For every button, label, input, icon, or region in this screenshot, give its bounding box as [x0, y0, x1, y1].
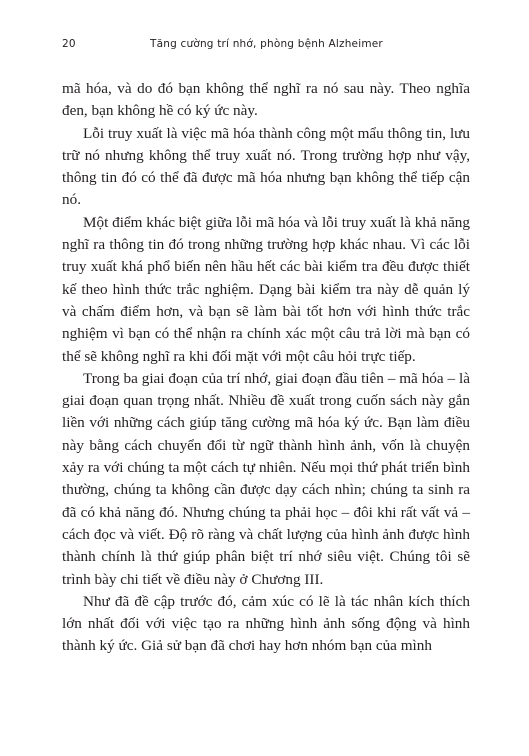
running-header — [62, 38, 467, 56]
paragraph: Lỗi truy xuất là việc mã hóa thành công một mẩu thông tin, lưu trữ nó nhưng không thể truy xuất nó. Trong trường hợp như vậy, thông tin đó có thể đã được mã hóa nhưng bạn không thể tiếp cận nó. — [62, 124, 470, 209]
page-number: 20 — [62, 38, 76, 50]
body-text — [62, 78, 470, 658]
paragraph: Trong ba giai đoạn của trí nhớ, giai đoạn đầu tiên – mã hóa – là giai đoạn quan trọng nhất. Nhiều đề xuất trong cuốn sách này gắn liền với những cách giúp tăng cường mã hóa ký ức. Bạn làm điều này bằng cách chuyển đổi từ ngữ thành hình ảnh, vốn là chuyện xảy ra với chúng ta một cách tự nhiên. Nếu mọi thứ phát triển bình thường, chúng ta không cần được dạy cách nhìn; chúng ta sinh ra đã có khả năng đó. Nhưng chúng ta phải học – đôi khi rất vất vả – cách đọc và viết. Độ rõ ràng và chất lượng của hình ảnh được hình thành chính là thứ giúp phân biệt trí nhớ siêu việt. Chúng tôi sẽ trình bày chi tiết về điều này ở Chương III. — [62, 369, 470, 588]
paragraph: Như đã đề cập trước đó, cảm xúc có lẽ là tác nhân kích thích lớn nhất đối với việc tạo ra những hình ảnh sống động và hình thành ký ức. Giả sử bạn đã chơi hay hơn nhóm bạn của mình — [62, 592, 470, 655]
book-title: Tăng cường trí nhớ, phòng bệnh Alzheimer — [150, 38, 383, 50]
paragraph: Một điểm khác biệt giữa lỗi mã hóa và lỗi truy xuất là khả năng nghĩ ra thông tin đó trong những trường hợp khác nhau. Vì các lỗi truy xuất khá phổ biến nên hầu hết các bài kiểm tra đều được thiết kế theo hình thức trắc nghiệm. Dạng bài kiểm tra này dễ quản lý và chấm điểm hơn, và bạn sẽ làm bài tốt hơn với hình thức trắc nghiệm vì bạn có thể nhận ra chính xác một câu trả lời mà bạn có thể sẽ không nghĩ ra khi đối mặt với một câu hỏi trực tiếp. — [62, 213, 470, 365]
paragraph-continuation: mã hóa, và do đó bạn không thể nghĩ ra nó sau này. Theo nghĩa đen, bạn không hề có ký ức này. — [62, 80, 470, 120]
